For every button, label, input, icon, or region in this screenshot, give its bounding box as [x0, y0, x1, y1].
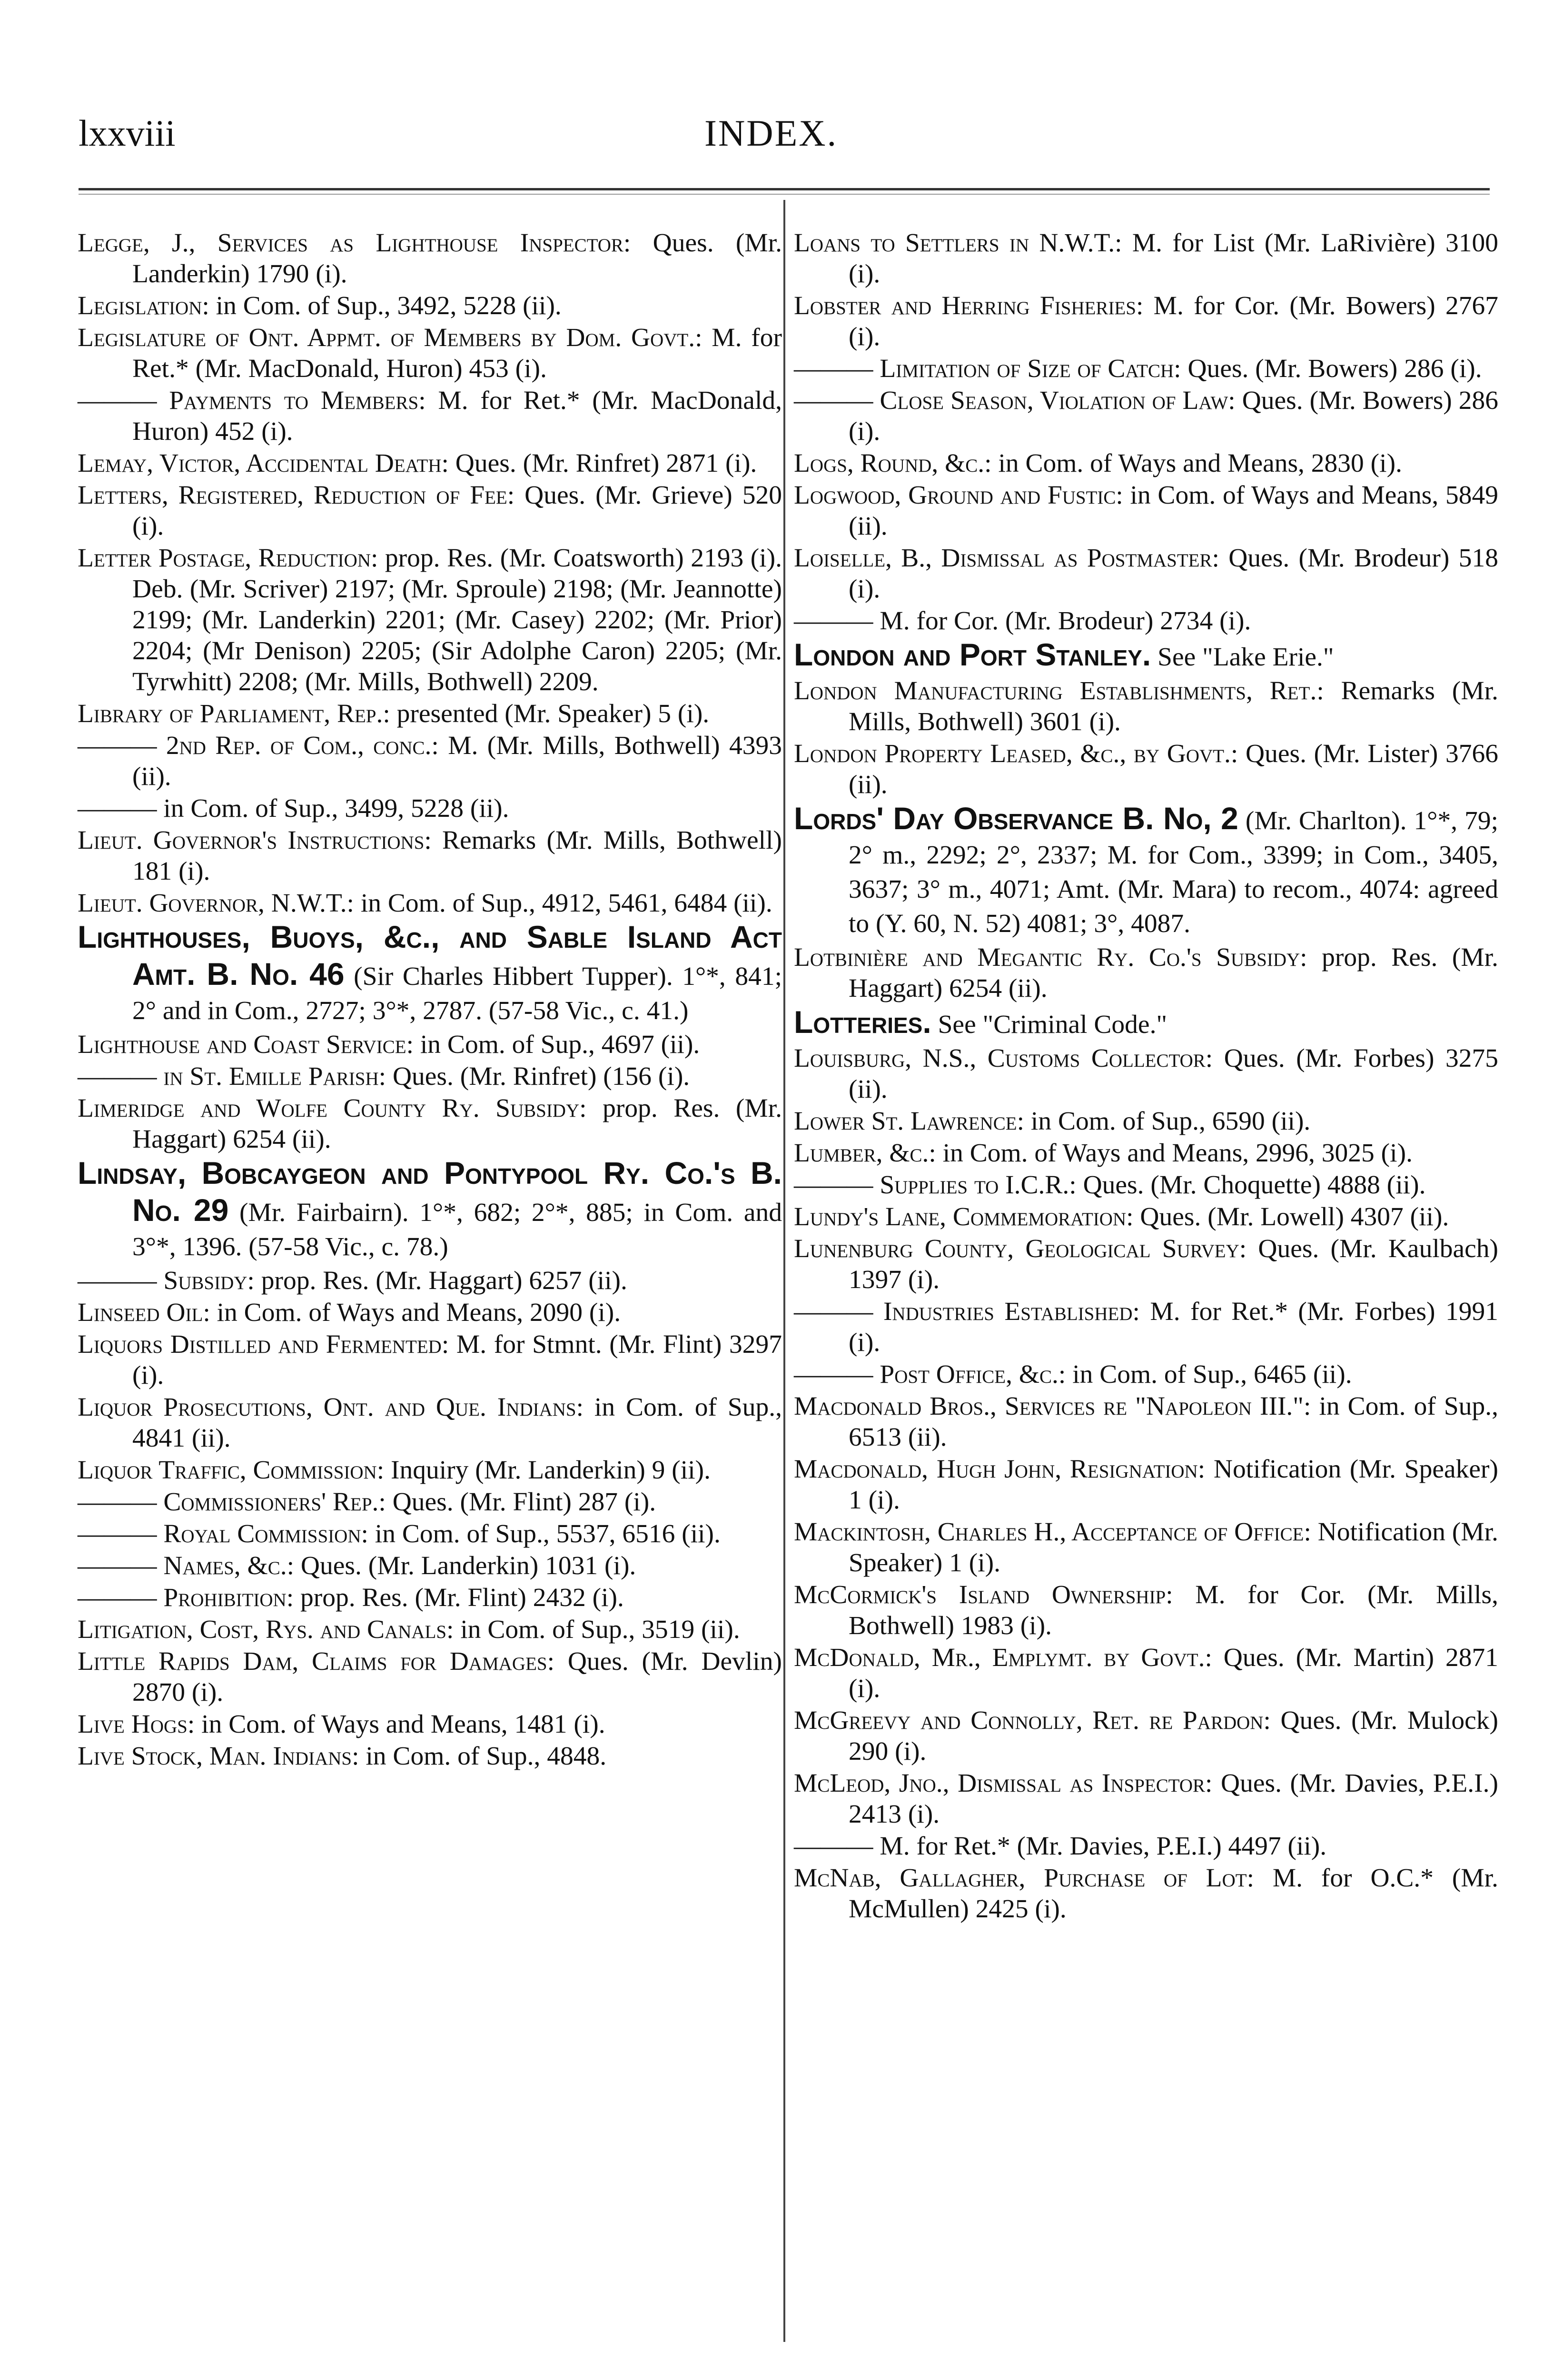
index-entry: [78, 1156, 782, 1264]
index-entry-heading: Little Rapids Dam, Claims for Damages:: [78, 1647, 555, 1676]
index-entry-references: Ques. (Mr. Grieve) 520 (i).: [132, 481, 782, 541]
index-entry: [78, 290, 782, 321]
index-entry-references: Notification (Mr. Speaker) 1 (i).: [849, 1517, 1499, 1577]
index-entry-references: (Sir Charles Hibbert Tupper). 1°*, 841; 2° and in Com., 2727; 3°*, 2787. (57-58 Vic., c. 41.): [132, 962, 782, 1025]
index-entry: [78, 480, 782, 542]
index-entry: [78, 1329, 782, 1391]
index-entry: [78, 825, 782, 887]
index-entry-references: M. for Ret.* (Mr. Davies, P.E.I.) 4497 (ii).: [873, 1832, 1327, 1861]
index-entry-heading: Liquors Distilled and Fermented:: [78, 1330, 449, 1359]
index-entry-references: in Com. of Sup., 6590 (ii).: [1024, 1107, 1311, 1136]
index-entry-heading: Live Hogs:: [78, 1710, 195, 1739]
index-entry-references: prop. Res. (Mr. Haggart) 6257 (ii).: [254, 1266, 627, 1295]
index-entry: [78, 448, 782, 479]
index-entry-heading: McGreevy and Connolly, Ret. re Pardon:: [794, 1706, 1271, 1735]
index-entry: [794, 1170, 1498, 1200]
index-column-right: [794, 228, 1498, 1925]
index-entry-heading: Lower St. Lawrence:: [794, 1107, 1025, 1136]
index-entry: [78, 1709, 782, 1740]
index-entry: [794, 1642, 1498, 1704]
index-entry-heading: Litigation, Cost, Rys. and Canals:: [78, 1615, 454, 1644]
index-entry: [794, 801, 1498, 941]
index-entry: [78, 1029, 782, 1060]
index-entry-references: Ques. (Mr. Bowers) 286 (i).: [849, 386, 1499, 446]
index-entry-references: See "Criminal Code.": [931, 1010, 1167, 1039]
index-entry-heading: Lemay, Victor, Accidental Death:: [78, 449, 449, 478]
index-entry-references: M. for Cor. (Mr. Mills, Bothwell) 1983 (i).: [849, 1580, 1498, 1640]
index-entry-references: in Com. of Ways and Means, 5849 (ii).: [849, 481, 1499, 541]
index-entry-heading: ——— Supplies to I.C.R.:: [794, 1170, 1077, 1200]
index-entry-heading: ——— Prohibition:: [78, 1583, 294, 1612]
index-entry: [794, 637, 1498, 674]
index-entry: [78, 793, 782, 824]
header-rule-secondary: [79, 194, 1490, 195]
index-entry-references: in Com. of Sup., 4848.: [359, 1742, 607, 1771]
index-entry-heading: Lunenburg County, Geological Survey:: [794, 1234, 1247, 1263]
index-entry: [794, 1138, 1498, 1169]
index-entry-references: M. for O.C.* (Mr. McMullen) 2425 (i).: [849, 1864, 1498, 1924]
index-entry-heading: Lotteries.: [794, 1004, 931, 1040]
index-entry-heading: Library of Parliament, Rep.:: [78, 699, 390, 728]
index-entry: [794, 1201, 1498, 1232]
index-entry-references: Ques. (Mr. Davies, P.E.I.) 2413 (i).: [849, 1769, 1498, 1829]
index-entry-heading: ——— Names, &c.:: [78, 1551, 295, 1580]
index-entry: [794, 480, 1498, 542]
index-entry-heading: Logs, Round, &c.:: [794, 449, 992, 478]
page-header: [0, 0, 1553, 219]
index-entry: [78, 1455, 782, 1486]
index-entry-references: (Mr. Charlton). 1°*, 79; 2° m., 2292; 2°, 2337; M. for Com., 3399; in Com., 3405, 3637; 3° m., 4071; Amt. (Mr. Mara) to recom., 4074: agreed to (Y. 60, N. 52) 4081; 3°, 4087.: [849, 806, 1498, 938]
index-entry: [78, 730, 782, 792]
index-entry-references: in Com. of Ways and Means, 2830 (i).: [991, 449, 1402, 478]
index-entry-heading: ———: [78, 794, 157, 823]
index-entry-references: M. for Ret.* (Mr. Forbes) 1991 (i).: [849, 1297, 1498, 1357]
index-column-left: [78, 228, 782, 1773]
index-entry-references: M. for Cor. (Mr. Brodeur) 2734 (i).: [873, 606, 1251, 635]
index-entry-heading: Loiselle, B., Dismissal as Postmaster:: [794, 544, 1219, 573]
index-entry-heading: Lumber, &c.:: [794, 1139, 936, 1168]
index-entry-references: Ques. (Mr. Bowers) 286 (i).: [1181, 354, 1482, 383]
index-entry: [794, 675, 1498, 737]
index-entry-heading: Louisburg, N.S., Customs Collector:: [794, 1044, 1213, 1073]
index-entry-references: M. for Cor. (Mr. Bowers) 2767 (i).: [849, 291, 1498, 351]
index-entry: [78, 228, 782, 289]
index-entry: [78, 1297, 782, 1328]
index-entry-heading: Limeridge and Wolfe County Ry. Subsidy:: [78, 1094, 587, 1123]
index-entry-references: Ques. (Mr. Devlin) 2870 (i).: [132, 1647, 782, 1707]
index-entry-heading: Logwood, Ground and Fustic:: [794, 481, 1123, 510]
index-entry-heading: Mackintosh, Charles H., Acceptance of Office:: [794, 1517, 1311, 1547]
index-entry: [794, 1005, 1498, 1042]
index-entry: [794, 290, 1498, 352]
index-entry: [794, 1831, 1498, 1862]
index-entry-references: M. (Mr. Mills, Bothwell) 4393 (ii).: [132, 731, 782, 791]
index-entry: [794, 1359, 1498, 1390]
index-entry-references: Remarks (Mr. Mills, Bothwell) 181 (i).: [132, 826, 782, 886]
index-entry-references: Remarks (Mr. Mills, Bothwell) 3601 (i).: [849, 676, 1498, 736]
index-entry: [78, 1392, 782, 1454]
index-entry-heading: London Manufacturing Establishments, Ret.:: [794, 676, 1324, 705]
index-entry: [794, 1454, 1498, 1516]
index-entry: [794, 1705, 1498, 1767]
index-entry-references: Ques. (Mr. Brodeur) 518 (i).: [849, 544, 1498, 604]
page-number: lxxviii: [79, 112, 176, 154]
index-entry-references: Ques. (Mr. Flint) 287 (i).: [386, 1488, 656, 1517]
index-entry: [794, 1296, 1498, 1358]
index-entry: [78, 543, 782, 697]
index-entry-references: in Com. of Sup., 6513 (ii).: [849, 1392, 1498, 1452]
index-entry-heading: London and Port Stanley.: [794, 637, 1151, 672]
index-entry-references: in Com. of Sup., 4841 (ii).: [132, 1393, 782, 1453]
index-entry-heading: ———: [794, 606, 873, 635]
index-entry-heading: ——— Industries Established:: [794, 1297, 1140, 1326]
index-entry-references: presented (Mr. Speaker) 5 (i).: [390, 699, 710, 728]
index-entry: [794, 1043, 1498, 1105]
index-entry: [794, 1768, 1498, 1830]
index-entry-references: in Com. of Ways and Means, 2996, 3025 (i).: [936, 1139, 1413, 1168]
index-entry: [794, 605, 1498, 636]
index-entry-heading: ———: [794, 1832, 873, 1861]
index-entry: [794, 1106, 1498, 1137]
index-entry-heading: ——— Commissioners' Rep.:: [78, 1488, 386, 1517]
index-entry-references: Ques. (Mr. Kaulbach) 1397 (i).: [849, 1234, 1498, 1294]
index-entry: [78, 1550, 782, 1581]
index-entry-heading: McNab, Gallagher, Purchase of Lot:: [794, 1864, 1254, 1893]
index-entry: [794, 1517, 1498, 1578]
index-entry: [78, 1518, 782, 1549]
index-entry-references: in Com. of Ways and Means, 1481 (i).: [195, 1710, 605, 1739]
index-entry-heading: Loans to Settlers in N.W.T.:: [794, 228, 1122, 258]
index-entry: [794, 353, 1498, 384]
index-entry-heading: Legislature of Ont. Appmt. of Members by Dom. Govt.:: [78, 323, 702, 352]
index-entry: [78, 322, 782, 384]
index-entry-heading: Letters, Registered, Reduction of Fee:: [78, 481, 515, 510]
index-entry-references: Ques. (Mr. Rinfret) (156 (i).: [386, 1062, 690, 1091]
index-entry: [78, 1741, 782, 1772]
index-entry-references: M. for Ret.* (Mr. MacDonald, Huron) 453 (i).: [132, 323, 782, 383]
index-entry-references: Ques. (Mr. Rinfret) 2871 (i).: [448, 449, 757, 478]
index-entry-references: prop. Res. (Mr. Flint) 2432 (i).: [294, 1583, 624, 1612]
index-entry-heading: ——— Payments to Members:: [78, 386, 426, 415]
index-entry-references: Inquiry (Mr. Landerkin) 9 (ii).: [384, 1456, 711, 1485]
index-entry: [78, 385, 782, 447]
index-entry: [794, 738, 1498, 800]
index-entry: [78, 1487, 782, 1517]
index-entry-heading: Lotbinière and Megantic Ry. Co.'s Subsidy:: [794, 943, 1307, 972]
index-entry-references: Ques. (Mr. Landerkin) 1790 (i).: [132, 228, 782, 288]
index-entry-references: in Com. of Sup., 3492, 5228 (ii).: [209, 291, 562, 320]
index-entry-references: Notification (Mr. Speaker) 1 (i).: [849, 1455, 1498, 1515]
index-entry: [78, 698, 782, 729]
index-entry-heading: London Property Leased, &c., by Govt.:: [794, 739, 1238, 768]
index-entry-heading: Liquor Prosecutions, Ont. and Que. Indians:: [78, 1393, 584, 1422]
index-entry: [794, 448, 1498, 479]
index-entry-references: prop. Res. (Mr. Haggart) 6254 (ii).: [132, 1094, 782, 1154]
index-entry: [794, 942, 1498, 1004]
index-entry-heading: Lieut. Governor's Instructions:: [78, 826, 432, 855]
index-entry-heading: McDonald, Mr., Emplymt. by Govt.:: [794, 1643, 1212, 1672]
index-entry: [78, 888, 782, 919]
index-entry-references: prop. Res. (Mr. Haggart) 6254 (ii).: [849, 943, 1498, 1003]
index-entry-heading: Liquor Traffic, Commission:: [78, 1456, 385, 1485]
index-entry-references: Ques. (Mr. Choquette) 4888 (ii).: [1076, 1170, 1426, 1200]
column-divider: [783, 200, 785, 2342]
index-entry-heading: Letter Postage, Reduction:: [78, 544, 378, 573]
index-entry-heading: ——— Post Office, &c.:: [794, 1360, 1066, 1389]
index-entry: [78, 920, 782, 1028]
index-entry-heading: Lobster and Herring Fisheries:: [794, 291, 1144, 320]
index-entry: [794, 1579, 1498, 1641]
index-entry-references: M. for List (Mr. LaRivière) 3100 (i).: [849, 228, 1498, 288]
index-entry-heading: Legge, J., Services as Lighthouse Inspector:: [78, 228, 631, 258]
index-entry: [78, 1646, 782, 1708]
index-entry-heading: Live Stock, Man. Indians:: [78, 1742, 359, 1771]
index-entry: [78, 1265, 782, 1296]
index-entry-references: prop. Res. (Mr. Coatsworth) 2193 (i). Deb. (Mr. Scriver) 2197; (Mr. Sproule) 2198; (Mr. Jeannotte) 2199; (Mr. Landerkin) 2201; (Mr. Casey) 2202; (Mr. Prior) 2204; (Mr Denison) 2205; (Sir Adolphe Caron) 2205; (Mr. Tyrwhitt) 2208; (Mr. Mills, Bothwell) 2209.: [132, 544, 782, 696]
index-entry-references: in Com. of Sup., 5537, 6516 (ii).: [368, 1519, 721, 1548]
index-entry: [78, 1061, 782, 1092]
index-entry-references: in Com. of Sup., 4697 (ii).: [414, 1030, 700, 1059]
index-entry-heading: Lighthouses, Buoys, &c., and Sable Island Act Amt. B. No. 46: [78, 919, 782, 992]
index-entry-references: Ques. (Mr. Mulock) 290 (i).: [849, 1706, 1498, 1766]
index-entry-references: M. for Stmnt. (Mr. Flint) 3297 (i).: [132, 1330, 782, 1390]
header-rule: [79, 188, 1490, 190]
index-entry-heading: ——— Close Season, Violation of Law:: [794, 386, 1236, 415]
index-entry-references: in Com. of Ways and Means, 2090 (i).: [210, 1298, 621, 1327]
index-entry-references: (Mr. Fairbairn). 1°*, 682; 2°*, 885; in Com. and 3°*, 1396. (57-58 Vic., c. 78.): [132, 1198, 782, 1261]
index-entry-heading: Lieut. Governor, N.W.T.:: [78, 889, 354, 918]
index-entry-references: Ques. (Mr. Forbes) 3275 (ii).: [849, 1044, 1498, 1104]
index-entry-heading: McLeod, Jno., Dismissal as Inspector:: [794, 1769, 1213, 1798]
index-entry: [794, 385, 1498, 447]
index-entry-references: in Com. of Sup., 6465 (ii).: [1066, 1360, 1352, 1389]
index-entry-heading: ——— Royal Commission:: [78, 1519, 368, 1548]
index-entry-heading: Legislation:: [78, 291, 209, 320]
index-entry-heading: Lindsay, Bobcaygeon and Pontypool Ry. Co.'s B. No. 29: [78, 1155, 782, 1228]
index-entry-references: Ques. (Mr. Landerkin) 1031 (i).: [294, 1551, 636, 1580]
index-entry: [794, 543, 1498, 605]
index-entry: [78, 1582, 782, 1613]
index-entry-heading: Lords' Day Observance B. No, 2: [794, 801, 1238, 836]
index-entry-heading: Lighthouse and Coast Service:: [78, 1030, 414, 1059]
index-entry-heading: ——— in St. Emille Parish:: [78, 1062, 386, 1091]
index-entry: [794, 1233, 1498, 1295]
page-title: INDEX.: [704, 112, 838, 154]
index-entry: [794, 1391, 1498, 1453]
index-entry-heading: ——— Limitation of Size of Catch:: [794, 354, 1181, 383]
index-entry-references: Ques. (Mr. Lister) 3766 (ii).: [849, 739, 1498, 799]
index-entry-references: M. for Ret.* (Mr. MacDonald, Huron) 452 (i).: [132, 386, 782, 446]
index-entry: [794, 1863, 1498, 1924]
index-entry-heading: Macdonald, Hugh John, Resignation:: [794, 1455, 1206, 1484]
index-entry-heading: ——— 2nd Rep. of Com., conc.:: [78, 731, 439, 760]
index-entry: [794, 228, 1498, 289]
index-entry: [78, 1093, 782, 1155]
index-entry-references: in Com. of Sup., 3519 (ii).: [454, 1615, 740, 1644]
index-entry-references: in Com. of Sup., 4912, 5461, 6484 (ii).: [354, 889, 772, 918]
index-entry-heading: Linseed Oil:: [78, 1298, 210, 1327]
index-entry-heading: ——— Subsidy:: [78, 1266, 255, 1295]
index-entry-heading: Lundy's Lane, Commemoration:: [794, 1202, 1134, 1231]
index-entry-references: See "Lake Erie.": [1151, 643, 1334, 672]
index-entry-references: Ques. (Mr. Martin) 2871 (i).: [849, 1643, 1498, 1703]
index-entry: [78, 1614, 782, 1645]
index-entry-heading: McCormick's Island Ownership:: [794, 1580, 1173, 1609]
index-entry-references: Ques. (Mr. Lowell) 4307 (ii).: [1133, 1202, 1449, 1231]
index-entry-heading: Macdonald Bros., Services re "Napoleon III.":: [794, 1392, 1311, 1421]
index-entry-references: in Com. of Sup., 3499, 5228 (ii).: [157, 794, 509, 823]
